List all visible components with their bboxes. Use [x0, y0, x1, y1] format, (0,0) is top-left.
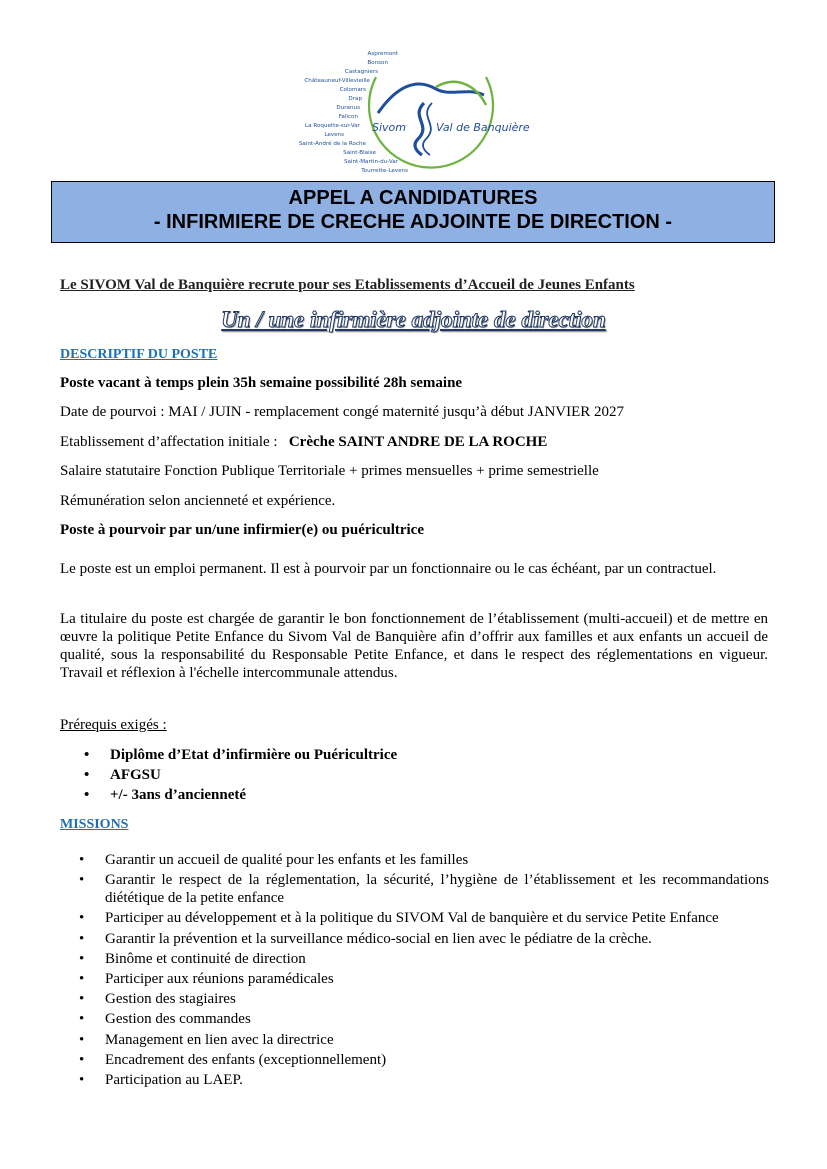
list-item: • Gestion des commandes: [79, 1010, 769, 1028]
list-item: • Garantir un accueil de qualité pour les enfants et les familles: [79, 851, 769, 869]
list-item: • Management en lien avec la directrice: [79, 1031, 769, 1049]
list-item: • Participation au LAEP.: [79, 1071, 769, 1089]
logo-brand-left: Sivom: [372, 121, 406, 134]
logo-brand-right: Val de Banquière: [436, 121, 530, 134]
title-line-1: APPEL A CANDIDATURES: [288, 187, 538, 209]
list-item: • +/- 3ans d’ancienneté: [84, 785, 397, 805]
sivom-logo: [286, 47, 536, 179]
prerequisites-heading: Prérequis exigés :: [60, 717, 167, 733]
commune: Châteauneuf-Villevieille: [304, 78, 370, 84]
list-item: • Garantir le respect de la réglementation, la sécurité, l’hygiène de l’établissement et les recommandations diététique de la petite enfance: [79, 871, 769, 907]
commune: Saint-André de la Roche: [298, 141, 366, 147]
profile-text: Poste à pourvoir par un/une infirmier(e) ou puéricultrice: [60, 522, 424, 538]
list-item: • Participer aux réunions paramédicales: [79, 970, 769, 988]
assignment-value: Crèche SAINT ANDRE DE LA ROCHE: [288, 434, 548, 450]
missions-heading: MISSIONS: [60, 817, 129, 832]
permanent-paragraph: Le poste est un emploi permanent. Il est à pourvoir par un fonctionnaire ou le cas échéant, par un contractuel.: [60, 561, 717, 577]
commune: Duranus: [336, 105, 360, 111]
commune: Levens: [324, 132, 344, 138]
list-item: • Participer au développement et à la politique du SIVOM Val de banquière et du service Petite Enfance: [79, 909, 769, 927]
prerequisites-list: [84, 745, 397, 805]
role-paragraph: La titulaire du poste est chargée de garantir le bon fonctionnement de l’établissement (multi-accueil) et de mettre en œuvre la politique Petite Enfance du Sivom Val de Banquière afin d’offrir aux familles et aux enfants un accueil de qualité, sous la responsabilité du Responsable Petite Enfance, et dans le respect des réglementations en vigueur. Travail et réflexion à l'échelle intercommunale attendus.: [60, 611, 768, 681]
list-item: • Encadrement des enfants (exceptionnellement): [79, 1051, 769, 1069]
assignment-label: Etablissement d’affectation initiale :: [60, 434, 278, 450]
list-item: • Diplôme d’Etat d’infirmière ou Puéricultrice: [84, 745, 397, 765]
list-item: • Garantir la prévention et la surveillance médico-social en lien avec le pédiatre de la crèche.: [79, 930, 769, 948]
logo-mountain: [378, 84, 484, 113]
title-line-2: - INFIRMIERE DE CRECHE ADJOINTE DE DIRECTION -: [153, 211, 673, 233]
title-banner: [51, 181, 775, 243]
logo-graphic: [286, 47, 536, 179]
start-date-text: Date de pourvoi : MAI / JUIN - remplacement congé maternité jusqu’à début JANVIER 2027: [60, 404, 625, 420]
vacancy-text: Poste vacant à temps plein 35h semaine possibilité 28h semaine: [60, 375, 463, 391]
commune: La Roquette-sur-Var: [305, 123, 360, 129]
commune: Drap: [348, 96, 362, 102]
missions-list: [79, 851, 769, 1091]
commune: Saint-Martin-du-Var: [343, 159, 398, 165]
remuneration-text: Rémunération selon ancienneté et expérience.: [60, 493, 336, 509]
commune: Saint-Blaise: [343, 150, 376, 156]
commune: Aspremont: [367, 51, 398, 57]
logo-hill: [436, 82, 486, 105]
salary-text: Salaire statutaire Fonction Publique Territoriale + primes mensuelles + prime semestrielle: [60, 463, 599, 479]
list-item: • Gestion des stagiaires: [79, 990, 769, 1008]
commune: Colomars: [339, 87, 366, 93]
commune: Bonson: [367, 60, 388, 66]
description-heading: DESCRIPTIF DU POSTE: [60, 347, 218, 362]
commune: Falicon: [338, 114, 358, 120]
job-title: Un / une infirmière adjointe de direction: [221, 307, 606, 332]
list-item: • AFGSU: [84, 765, 397, 785]
commune: Castagniers: [344, 69, 378, 75]
commune: Tourrette-Levens: [361, 168, 408, 174]
intro-text: Le SIVOM Val de Banquière recrute pour ses Etablissements d’Accueil de Jeunes Enfants: [60, 277, 635, 293]
assignment-text: [60, 433, 547, 451]
list-item: • Binôme et continuité de direction: [79, 950, 769, 968]
